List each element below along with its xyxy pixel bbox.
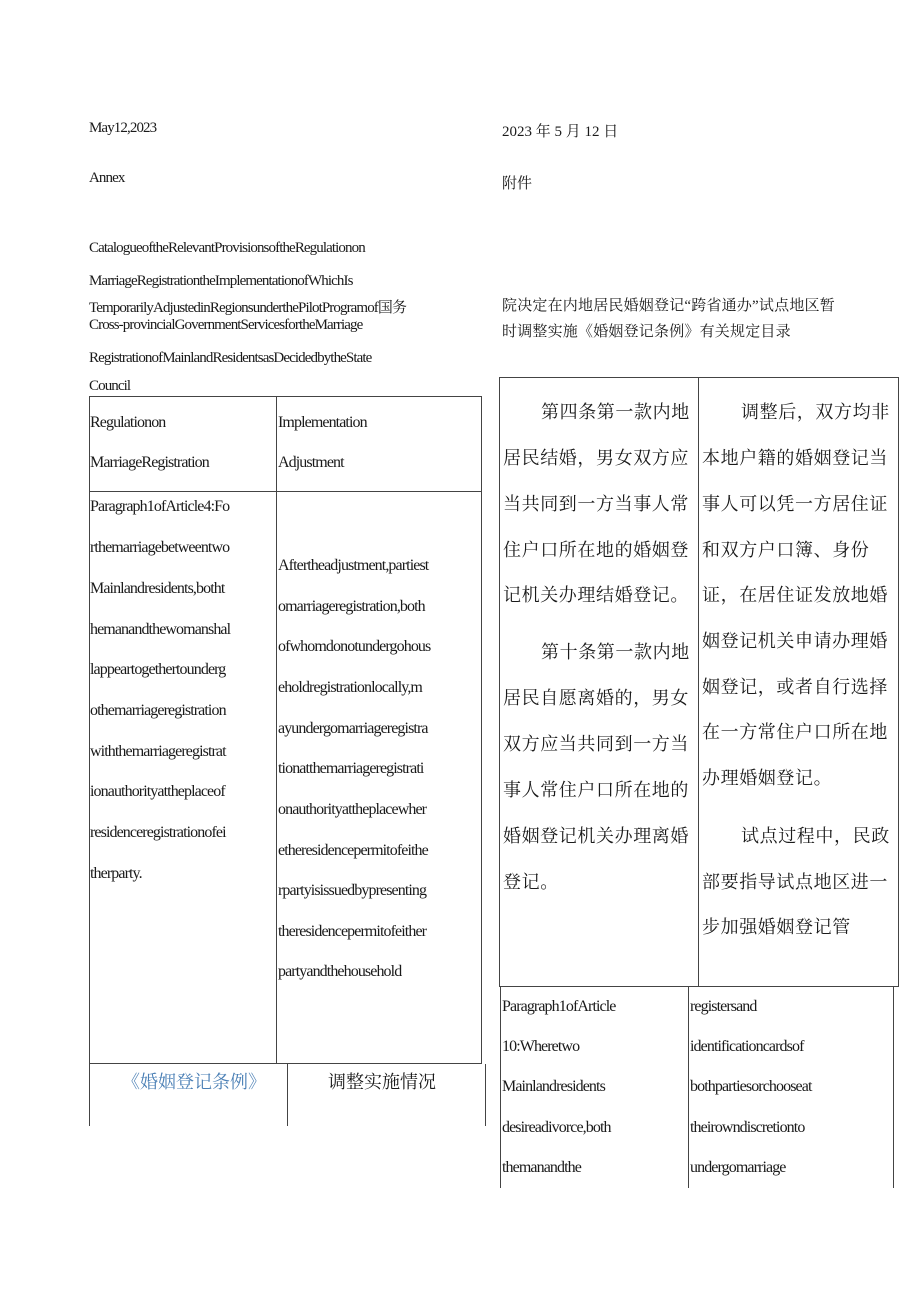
text-line: 办理婚姻登记。 bbox=[702, 768, 833, 788]
text-line: theirowndiscretionto bbox=[690, 1119, 805, 1136]
title-en-line1: CatalogueoftheRelevantProvisionsoftheRegulationon bbox=[89, 240, 365, 256]
text-line: desireadivorce,both bbox=[502, 1119, 611, 1136]
text-line: 部要指导试点地区进一 bbox=[702, 872, 888, 892]
title-en-line3 bbox=[89, 296, 406, 317]
text-line: 居民自愿离婚的，男女 bbox=[503, 688, 689, 708]
title-en-line2: MarriageRegistrationtheImplementationofWhichIs bbox=[89, 273, 353, 289]
text-line: 证，在居住证发放地婚 bbox=[702, 585, 888, 605]
title-en-line4: Cross-provincialGovernmentServicesfortheMarriage bbox=[89, 317, 363, 333]
text-line: Aftertheadjustment,partiest bbox=[278, 557, 429, 574]
text-line: ionauthorityattheplaceof bbox=[90, 783, 225, 800]
text-line: lappeartogethertounderg bbox=[90, 661, 226, 678]
text-line: identificationcardsof bbox=[690, 1038, 804, 1055]
header-col2-line2: Adjustment bbox=[278, 454, 344, 471]
text-line: 和双方户口簿、身份 bbox=[702, 540, 870, 560]
text-line: 第十条第一款内地 bbox=[541, 642, 690, 662]
date-en: May12,2023 bbox=[89, 120, 157, 136]
annex-en: Annex bbox=[89, 170, 125, 186]
date-zh: 2023 年 5 月 12 日 bbox=[502, 124, 619, 140]
text-line: bothpartiesorchooseat bbox=[690, 1078, 812, 1095]
title-zh-line1: 院决定在内地居民婚姻登记“跨省通办”试点地区暂 bbox=[502, 298, 835, 314]
header-col1-line1: Regulationon bbox=[90, 414, 166, 431]
annex-zh: 附件 bbox=[502, 176, 533, 192]
text-line: onauthorityattheplacewher bbox=[278, 801, 427, 818]
title-en-line3b: 国务 bbox=[377, 300, 407, 316]
title-en-line6: Council bbox=[89, 378, 131, 394]
text-line: othemarriageregistration bbox=[90, 702, 226, 719]
text-line: tionatthemarriageregistrati bbox=[278, 760, 424, 777]
text-line: omarriageregistration,both bbox=[278, 598, 425, 615]
text-line: 第四条第一款内地 bbox=[541, 402, 690, 422]
text-line: ofwhomdonotundergohous bbox=[278, 638, 431, 655]
title-zh-line2: 时调整实施《婚姻登记条例》有关规定目录 bbox=[502, 324, 791, 340]
text-line: 记机关办理结婚登记。 bbox=[503, 585, 689, 605]
text-line: rthemarriagebetweentwo bbox=[90, 539, 230, 556]
text-line: therparty. bbox=[90, 865, 142, 882]
text-line: 当共同到一方当事人常 bbox=[503, 494, 689, 514]
text-line: Mainlandresidents bbox=[502, 1078, 605, 1095]
text-line: Paragraph1ofArticle bbox=[502, 998, 616, 1015]
text-line: 本地户籍的婚姻登记当 bbox=[702, 448, 888, 468]
text-line: 事人可以凭一方居住证 bbox=[702, 494, 888, 514]
text-line: ayundergomarriageregistra bbox=[278, 720, 428, 737]
text-line: Paragraph1ofArticle4:Fo bbox=[90, 498, 230, 515]
text-line: 住户口所在地的婚姻登 bbox=[503, 540, 689, 560]
text-line: themanandthe bbox=[502, 1159, 581, 1176]
text-line: registersand bbox=[690, 998, 757, 1015]
header-col2-line1: Implementation bbox=[278, 414, 367, 431]
text-line: undergomarriage bbox=[690, 1159, 786, 1176]
footer-col1: 《婚姻登记条例》 bbox=[122, 1072, 266, 1092]
text-line: 姻登记机关申请办理婚 bbox=[702, 631, 888, 651]
text-line: Mainlandresidents,botht bbox=[90, 580, 225, 597]
text-line: residenceregistrationofei bbox=[90, 824, 226, 841]
text-line: 步加强婚姻登记管 bbox=[702, 917, 851, 937]
text-line: 在一方常住户口所在地 bbox=[702, 722, 888, 742]
text-line: 事人常住户口所在地的 bbox=[503, 780, 689, 800]
footer-col2: 调整实施情况 bbox=[328, 1072, 436, 1092]
header-col1-line2: MarriageRegistration bbox=[90, 454, 209, 471]
text-line: 调整后，双方均非 bbox=[741, 402, 890, 422]
text-line: withthemarriageregistrat bbox=[90, 743, 226, 760]
title-en-line5: RegistrationofMainlandResidentsasDecidedbytheState bbox=[89, 350, 372, 366]
text-line: 试点过程中，民政 bbox=[741, 826, 890, 846]
text-line: rpartyisissuedbypresenting bbox=[278, 882, 427, 899]
text-line: partyandthehousehold bbox=[278, 963, 402, 980]
text-line: eholdregistrationlocally,m bbox=[278, 679, 422, 696]
title-en-line3a: TemporarilyAdjustedinRegionsunderthePilotProgramof bbox=[89, 300, 378, 316]
text-line: theresidencepermitofeither bbox=[278, 923, 427, 940]
text-line: 10:Wheretwo bbox=[502, 1038, 580, 1055]
text-line: 居民结婚，男女双方应 bbox=[503, 448, 689, 468]
text-line: 双方应当共同到一方当 bbox=[503, 734, 689, 754]
text-line: etheresidencepermitofeithe bbox=[278, 842, 428, 859]
text-line: 婚姻登记机关办理离婚 bbox=[503, 826, 689, 846]
text-line: 姻登记，或者自行选择 bbox=[702, 677, 888, 697]
text-line: hemanandthewomanshal bbox=[90, 621, 231, 638]
text-line: 登记。 bbox=[503, 872, 559, 892]
